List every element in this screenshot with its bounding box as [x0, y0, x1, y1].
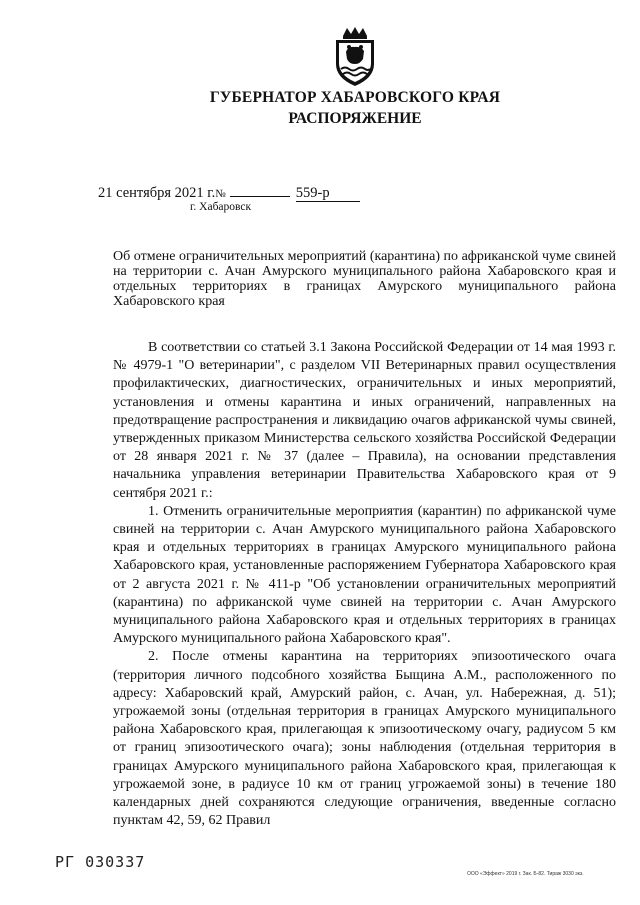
number-sign: №	[215, 188, 226, 200]
underline-blank	[230, 184, 290, 197]
document-city: г. Хабаровск	[190, 201, 252, 213]
governor-title: ГУБЕРНАТОР ХАБАРОВСКОГО КРАЯ	[209, 89, 501, 106]
serial-number: РГ 030337	[55, 853, 146, 871]
preamble-paragraph: В соответствии со статьей 3.1 Закона Российской Федерации от 14 мая 1993 г. № 4979-1 "О ветеринарии", с разделом VII Ветеринарных правил осуществления профилактических, диагностических, ограничительных и иных мероприятий, установления и отмены карантина и иных ограничений, направленных на предотвращение распространения и ликвидацию очагов африканской чумы свиней, утвержденных приказом Министерства сельского хозяйства Российской Федерации от 28 января 2021 г. № 37 (далее – Правила), на основании представления начальника управления ветеринарии Правительства Хабаровского края от 9 сентября 2021 г.:	[113, 340, 616, 501]
document-type: РАСПОРЯЖЕНИЕ	[288, 110, 422, 127]
document-number: 559-р	[296, 185, 360, 202]
document-body	[113, 339, 616, 830]
printer-imprint: ООО «Эффект» 2019 г. Зак. Б-82. Тираж 3030 экз.	[467, 871, 584, 877]
clause-1-paragraph: 1. Отменить ограничительные мероприятия (карантин) по африканской чуме свиней на территории с. Ачан Амурского муниципального района Хабаровского края и отдельных территориях в границах Амурского муниципального района Хабаровского края, установленные распоряжением Губернатора Хабаровского края от 2 августа 2021 г. № 411-р "Об установлении ограничительных мероприятий (карантина) по африканской чуме свиней на территории с. Ачан Амурского муниципального района Хабаровского края и отдельных территориях в границах Амурского муниципального района Хабаровского края".	[113, 503, 616, 647]
clause-2-paragraph: 2. После отмены карантина на территориях эпизоотического очага (территория личного подсобного хозяйства Быщина А.М., расположенного по адресу: Хабаровский край, Амурский район, с. Ачан, ул. Набережная, д. 51); угрожаемой зоны (отдельная территория в границах Амурского муниципального района Хабаровского края, прилегающая к эпизоотическому очагу, радиусом 5 км от границ эпизоотического очага); зоны наблюдения (отдельная территория в границах Амурского муниципального района Хабаровского края, прилегающая к угрожаемой зоне, в радиусе 10 км от границ угрожаемой зоны) в течение 180 календарных дней сохраняются следующие ограничения, введенные согласно пунктам 42, 59, 62 Правил	[113, 649, 616, 829]
date-number-line	[98, 184, 360, 202]
document-date: 21 сентября 2021 г.	[98, 185, 216, 201]
document-subject: Об отмене ограничительных мероприятий (карантина) по африканской чуме свиней на территории с. Ачан Амурского муниципального района Хабаровского края и отдельных территориях в границах Амурского муниципального района Хабаровского края	[113, 249, 616, 309]
coat-of-arms-emblem	[330, 26, 380, 88]
